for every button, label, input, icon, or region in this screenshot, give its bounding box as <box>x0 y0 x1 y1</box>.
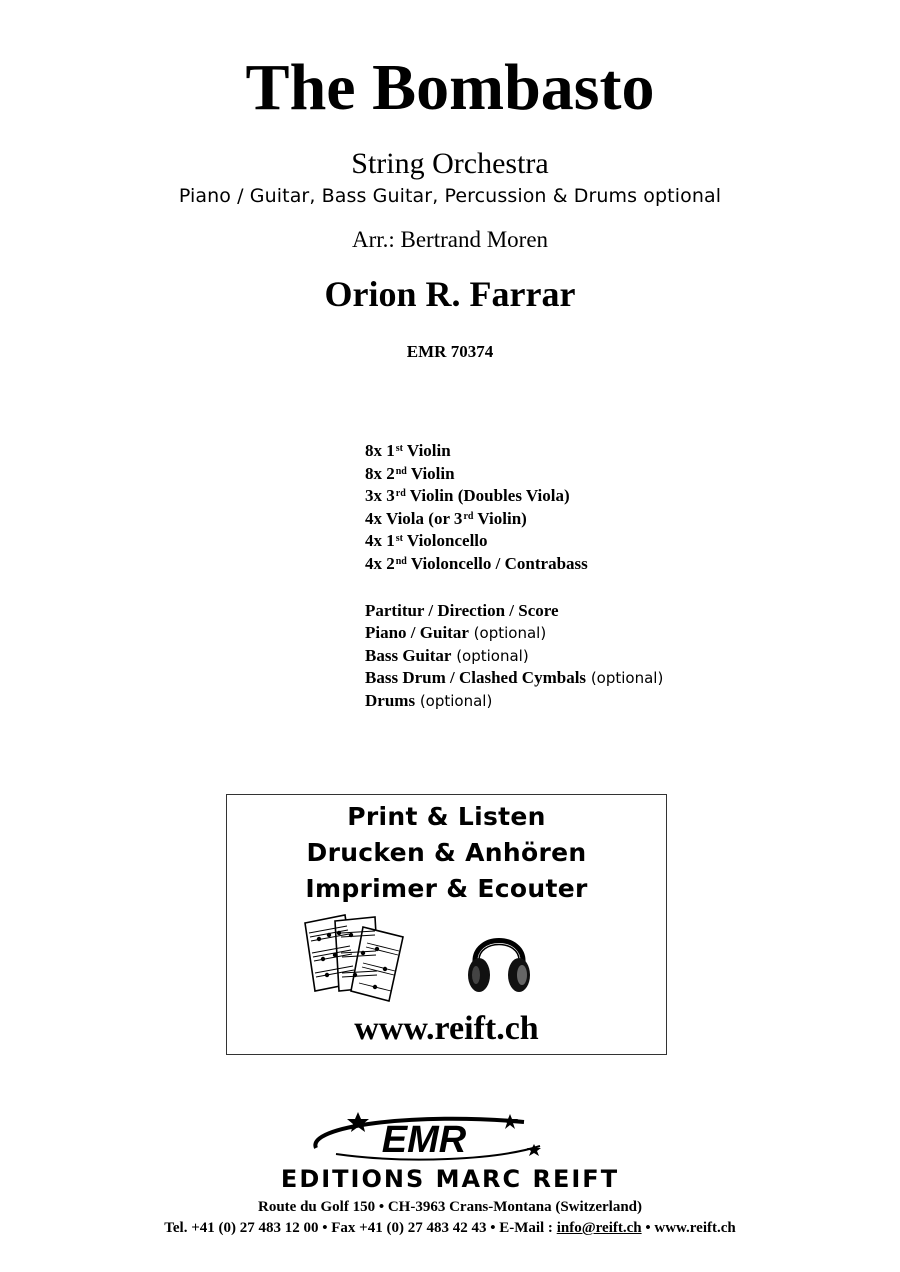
sheet-music-icon <box>299 913 411 1003</box>
email-link[interactable]: info@reift.ch <box>556 1220 642 1236</box>
part-line: Drums (optional) <box>365 690 493 710</box>
publisher-address: Route du Golf 150 • CH-3963 Crans-Montana (Switzerland) <box>258 1199 642 1215</box>
promo-line-german: Drucken & Anhören <box>306 838 587 867</box>
part-line: Piano / Guitar (optional) <box>365 623 547 643</box>
logo-mark-text: EMR <box>381 1119 467 1161</box>
part-line: Partitur / Direction / Score <box>365 600 559 620</box>
ensemble-subtitle: String Orchestra <box>351 147 549 180</box>
part-line: 4x Viola (or 3rd Violin) <box>365 508 527 528</box>
part-line: 8x 2nd Violin <box>365 463 455 483</box>
emr-logo-mark <box>296 1108 556 1164</box>
part-line: Bass Guitar (optional) <box>365 645 529 665</box>
part-line: 4x 1st Violoncello <box>365 531 488 551</box>
spacer <box>365 576 785 600</box>
parts-list <box>365 440 785 713</box>
catalog-number: EMR 70374 <box>406 342 494 361</box>
headphones-icon <box>465 919 533 999</box>
publisher-name: EDITIONS MARC REIFT <box>280 1165 620 1193</box>
emr-logo <box>252 1108 622 1168</box>
promo-website[interactable]: www.reift.ch <box>354 1010 539 1047</box>
promo-line-english: Print & Listen <box>347 802 546 831</box>
part-line: Bass Drum / Clashed Cymbals (optional) <box>365 668 664 688</box>
optional-instruments: Piano / Guitar, Bass Guitar, Percussion & Drums optional <box>178 185 722 207</box>
promo-line-french: Imprimer & Ecouter <box>305 874 588 903</box>
page-title: The Bombasto <box>245 51 655 124</box>
print-listen-box <box>226 794 667 1055</box>
part-line: 3x 3rd Violin (Doubles Viola) <box>365 486 570 506</box>
part-line: 8x 1st Violin <box>365 441 451 460</box>
part-line: 4x 2nd Violoncello / Contrabass <box>365 553 588 573</box>
composer: Orion R. Farrar <box>324 274 576 314</box>
arranger: Arr.: Bertrand Moren <box>351 227 549 252</box>
publisher-contact: Tel. +41 (0) 27 483 12 00 • Fax +41 (0) 27 483 42 43 • E-Mail : info@reift.ch • www.reift.ch <box>164 1220 736 1236</box>
